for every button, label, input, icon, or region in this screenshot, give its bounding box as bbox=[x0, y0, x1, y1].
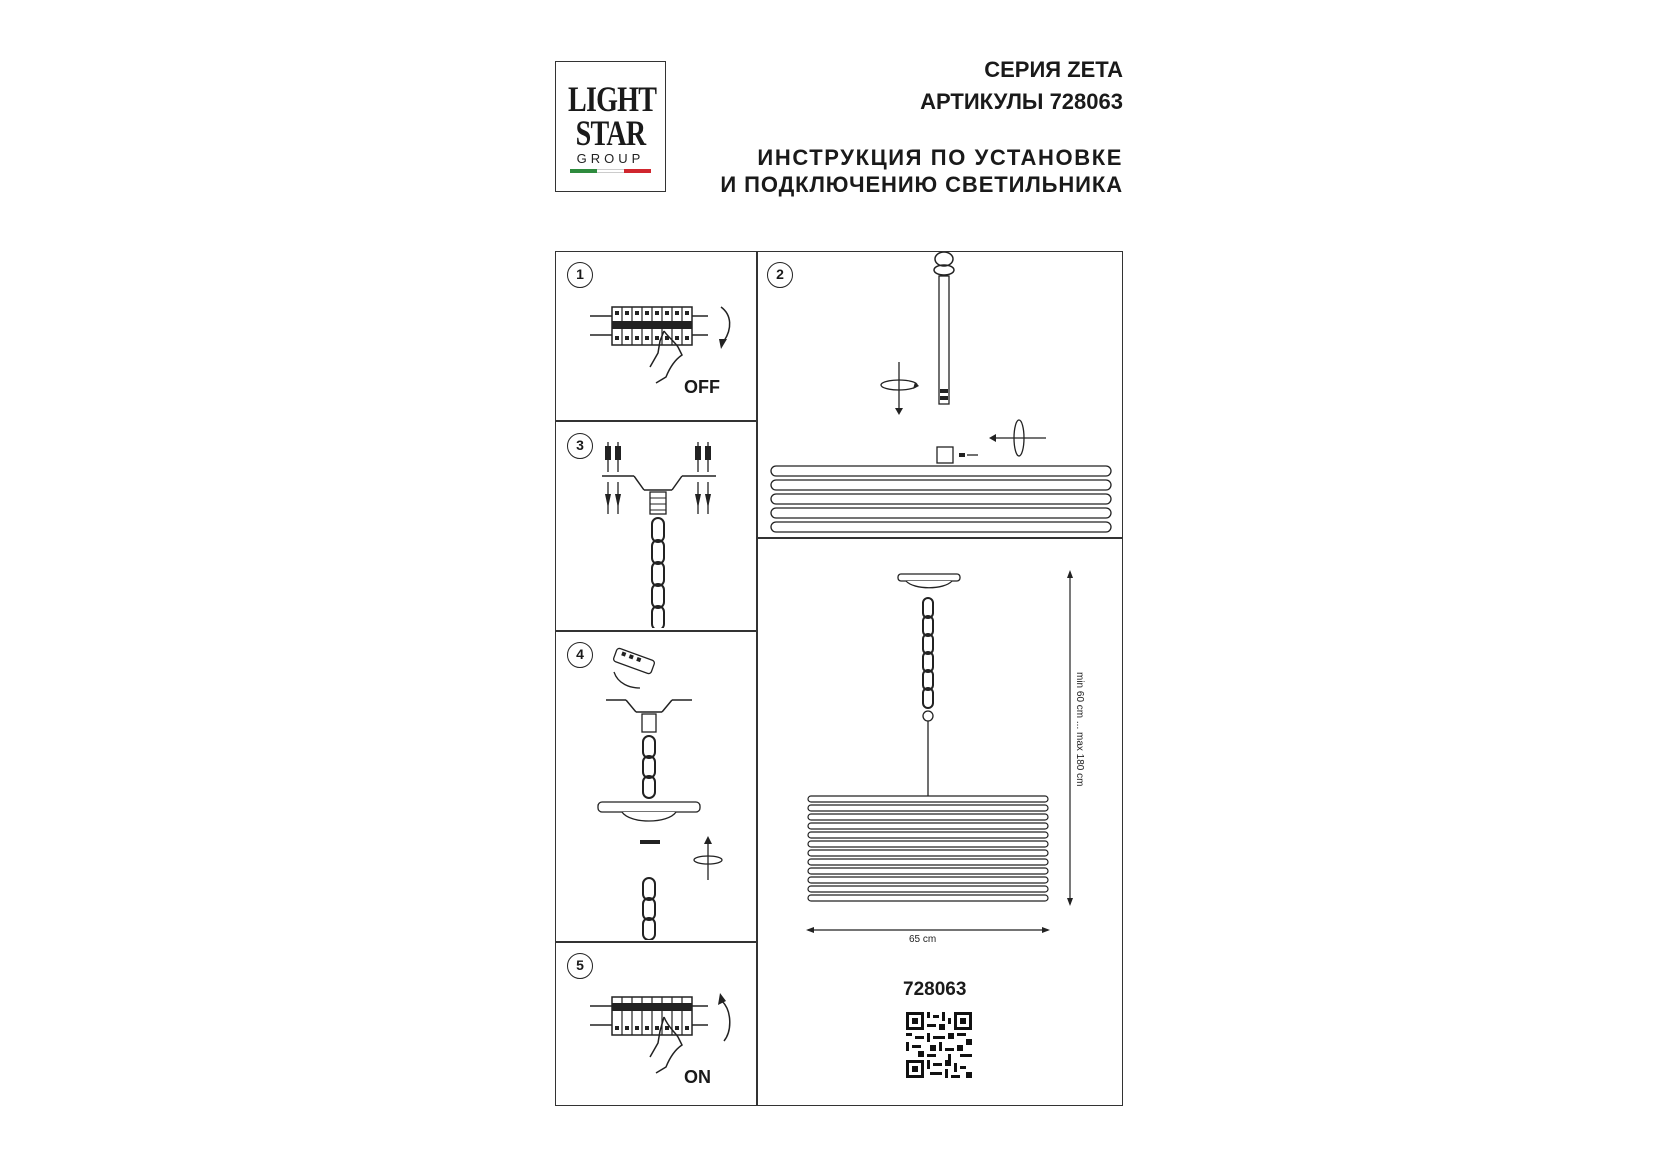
grid-divider-1 bbox=[556, 420, 756, 422]
breaker-on-illustration bbox=[586, 987, 746, 1087]
instruction-title-line2: И ПОДКЛЮЧЕНИЮ СВЕТИЛЬНИКА bbox=[720, 172, 1123, 197]
logo-text-star: STAR bbox=[575, 113, 646, 153]
ceiling-mount-illustration bbox=[596, 438, 726, 628]
flag-green bbox=[570, 169, 597, 173]
breaker-off-illustration bbox=[586, 297, 746, 397]
grid-divider-3 bbox=[556, 630, 756, 632]
fixture-dimensions-drawing bbox=[760, 538, 1122, 958]
logo-text-group: GROUP bbox=[576, 151, 645, 166]
height-dimension-label: min 60 cm ... max 180 cm bbox=[1074, 672, 1085, 787]
product-article-code: 728063 bbox=[903, 979, 967, 1000]
step-4-number: 4 bbox=[567, 642, 593, 668]
canopy-attach-illustration bbox=[596, 644, 736, 940]
grid-divider-vertical bbox=[756, 252, 758, 1105]
brand-logo bbox=[555, 61, 666, 192]
step-3-number: 3 bbox=[567, 433, 593, 459]
flag-white bbox=[597, 169, 624, 173]
grid-divider-4 bbox=[556, 941, 756, 943]
breaker-on-label: ON bbox=[684, 1067, 711, 1087]
width-dimension-label: 65 cm bbox=[909, 934, 937, 945]
series-title: СЕРИЯ ZETA bbox=[984, 57, 1123, 82]
assembly-illustration bbox=[760, 252, 1122, 536]
logo-text-light: LIGHT bbox=[567, 79, 657, 119]
qr-code bbox=[906, 1012, 972, 1078]
instruction-grid bbox=[555, 251, 1123, 1106]
italian-flag-stripe bbox=[570, 169, 652, 173]
step-2-number: 2 bbox=[767, 262, 793, 288]
breaker-off-label: OFF bbox=[684, 377, 720, 397]
step-1-number: 1 bbox=[567, 262, 593, 288]
instruction-title-line1: ИНСТРУКЦИЯ ПО УСТАНОВКЕ bbox=[757, 145, 1123, 170]
step-5-number: 5 bbox=[567, 953, 593, 979]
flag-red bbox=[624, 169, 651, 173]
article-title: АРТИКУЛЫ 728063 bbox=[920, 89, 1123, 114]
